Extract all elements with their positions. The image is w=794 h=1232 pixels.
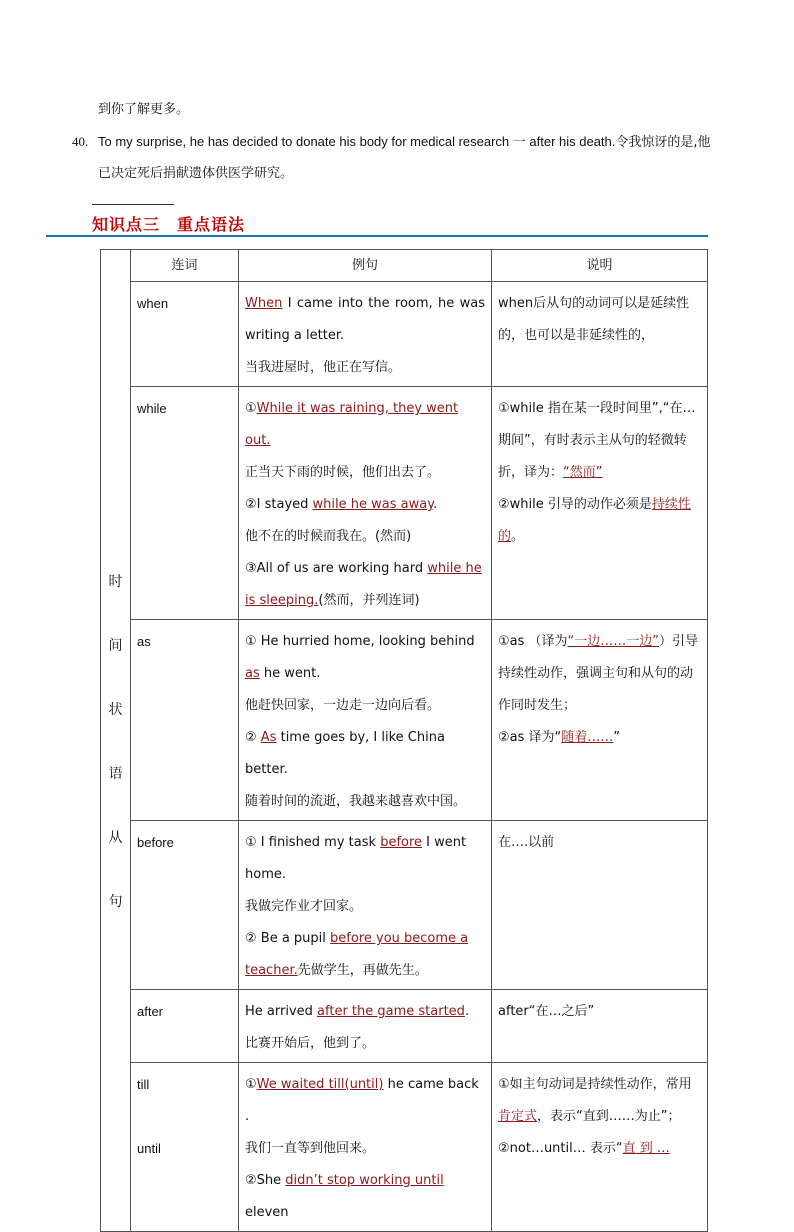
table-row — [101, 387, 708, 620]
conj-after: after — [131, 990, 239, 1063]
item40-line2: 已决定死后捐献遗体供医学研究。 — [98, 166, 294, 181]
table-row — [101, 990, 708, 1063]
header-example: 例句 — [239, 250, 492, 282]
example-while: ①While it was raining, they went out. 正当天下雨的时候，他们出去了。 ②I stayed while he was away. 他不在的时候而我在。(然而) ③All of us are working hard while he is sleeping.(然而，并列连词) — [239, 387, 492, 620]
highlight: When — [245, 296, 283, 311]
group-label-char: 句 — [108, 893, 123, 910]
conj-when: when — [131, 282, 239, 387]
conj-till-until: till until — [131, 1063, 239, 1232]
group-label-char: 语 — [108, 765, 123, 782]
conj-before: before — [131, 821, 239, 990]
grammar-table — [100, 249, 708, 1232]
note-after: after“在…之后” — [492, 990, 708, 1063]
group-label-char: 从 — [108, 829, 123, 846]
conj-while: while — [131, 387, 239, 620]
previous-text-line: 到你了解更多。 — [98, 102, 190, 117]
example-when: When I came into the room, he was writing a letter. 当我进屋时，他正在写信。 — [239, 282, 492, 387]
note-as: ①as （译为“一边……一边”）引导持续性动作，强调主句和从句的动作同时发生； ②as 译为“随着……” — [492, 620, 708, 821]
note-till: ①如主句动词是持续性动作，常用肯定式，表示“直到……为止”； ②not…until… 表示“直 到 … — [492, 1063, 708, 1232]
example-as: ① He hurried home, looking behind as he went. 他赶快回家，一边走一边向后看。 ② As time goes by, I like China better. 随着时间的流逝，我越来越喜欢中国。 — [239, 620, 492, 821]
table-row — [101, 620, 708, 821]
example-after: He arrived after the game started. 比赛开始后，他到了。 — [239, 990, 492, 1063]
conj-as: as — [131, 620, 239, 821]
header-explanation: 说明 — [492, 250, 708, 282]
example-before: ① I finished my task before I went home. 我做完作业才回家。 ② Be a pupil before you become a teacher.先做学生，再做先生。 — [239, 821, 492, 990]
short-divider — [92, 204, 174, 205]
example-till: ①We waited till(until) he came back . 我们一直等到他回来。 ②She didn’t stop working until eleven — [239, 1063, 492, 1232]
table-row — [101, 282, 708, 387]
question-number: 40. — [72, 134, 89, 149]
group-label-char: 时 — [108, 573, 123, 590]
note-before: 在….以前 — [492, 821, 708, 990]
group-label-char: 状 — [108, 701, 123, 718]
table-header-row — [101, 250, 708, 282]
group-label-cell — [101, 250, 131, 1232]
note-while: ①while 指在某一段时间里”,“在…期间”，有时表示主从句的轻微转折，译为：“然而” ②while 引导的动作必须是持续性的。 — [492, 387, 708, 620]
header-conjunction: 连词 — [131, 250, 239, 282]
heading-underline — [46, 235, 708, 237]
item40-chinese-a: 令我惊讶的是,他 — [615, 135, 711, 150]
table-row — [101, 1063, 708, 1232]
item40-english: To my surprise, he has decided to donate his body for medical research 一 after his death. — [98, 134, 616, 149]
table-row — [101, 821, 708, 990]
group-label-char: 间 — [108, 637, 123, 654]
item40-line1 — [98, 132, 711, 153]
section-heading: 知识点三 重点语法 — [92, 215, 246, 234]
note-when: when后从句的动词可以是延续性的，也可以是非延续性的， — [492, 282, 708, 387]
